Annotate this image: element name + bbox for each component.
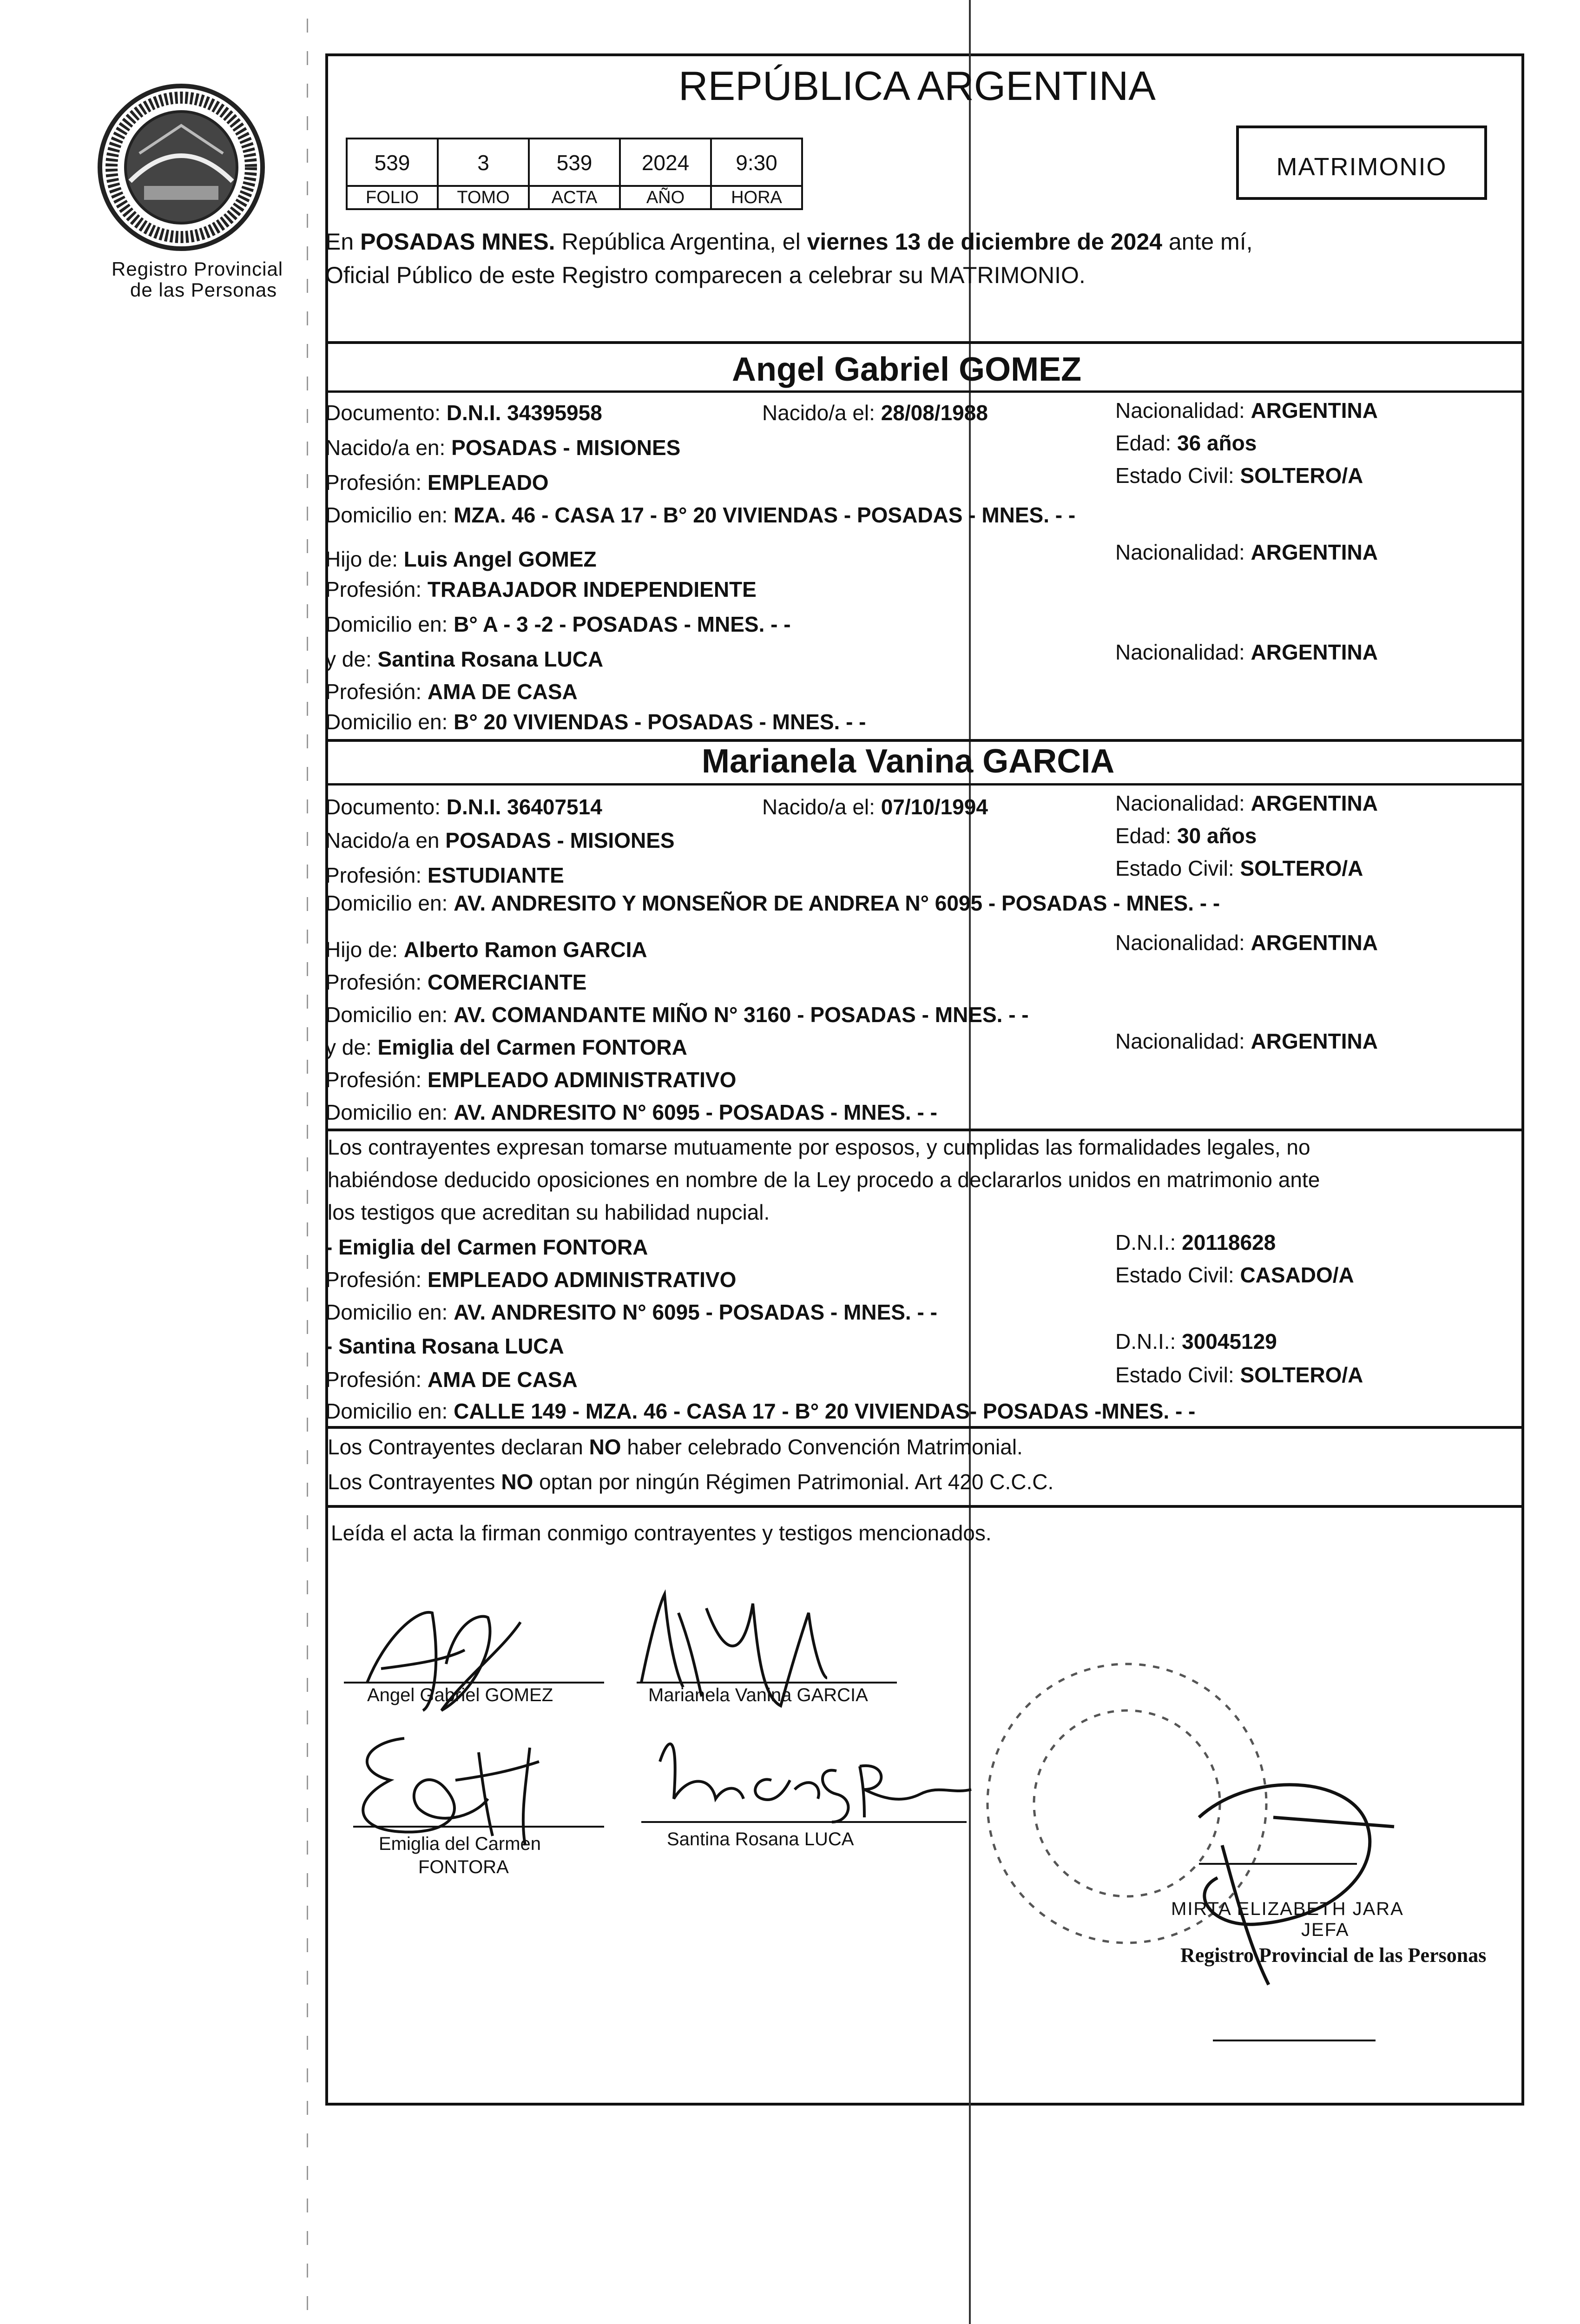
logo-caption-2: de las Personas <box>130 279 277 301</box>
party2-profession: Profesión: ESTUDIANTE <box>325 863 564 887</box>
hour-label: HORA <box>710 185 803 210</box>
party2-father: Hijo de: Alberto Ramon GARCIA <box>325 938 647 962</box>
party1-mother-nationality: Nacionalidad: ARGENTINA <box>1115 640 1378 664</box>
party1-mother-address: Domicilio en: B° 20 VIVIENDAS - POSADAS - MNES. - - <box>325 710 866 734</box>
witness2-profession: Profesión: AMA DE CASA <box>325 1367 578 1392</box>
party2-doc: Documento: D.N.I. 36407514 <box>325 795 602 819</box>
party2-age: Edad: 30 años <box>1115 824 1257 848</box>
party2-mother-profession: Profesión: EMPLEADO ADMINISTRATIVO <box>325 1068 737 1092</box>
party1-father-profession: Profesión: TRABAJADOR INDEPENDIENTE <box>325 577 757 601</box>
declaration-line-1: Los contrayentes expresan tomarse mutuamente por esposos, y cumplidas las formalidades legales, no <box>328 1135 1310 1159</box>
signature-name-witness1-a: Emiglia del Carmen <box>379 1834 541 1854</box>
intro-line-1: En POSADAS MNES. República Argentina, el viernes 13 de diciembre de 2024 ante mí, <box>325 229 1253 255</box>
signature-witness2 <box>660 1744 971 1822</box>
party2-born: Nacido/a el: 07/10/1994 <box>762 795 988 819</box>
signature-witness1 <box>363 1738 539 1845</box>
hour-value: 9:30 <box>710 138 803 187</box>
signature-name-bride: Marianela Vanina GARCIA <box>648 1685 868 1705</box>
party2-father-address: Domicilio en: AV. COMANDANTE MIÑO N° 3160 - POSADAS - MNES. - - <box>325 1003 1029 1027</box>
party1-civil-status: Estado Civil: SOLTERO/A <box>1115 463 1363 488</box>
party1-profession: Profesión: EMPLEADO <box>325 470 549 495</box>
party2-mother: y de: Emiglia del Carmen FONTORA <box>325 1035 687 1059</box>
party2-nationality: Nacionalidad: ARGENTINA <box>1115 791 1378 815</box>
year-value: 2024 <box>619 138 712 187</box>
party1-mother: y de: Santina Rosana LUCA <box>325 647 604 671</box>
tomo-label: TOMO <box>437 185 530 210</box>
party1-born: Nacido/a el: 28/08/1988 <box>762 401 988 425</box>
party1-doc: Documento: D.N.I. 34395958 <box>325 401 602 425</box>
party1-birthplace: Nacido/a en: POSADAS - MISIONES <box>325 436 681 460</box>
party1-name: Angel Gabriel GOMEZ <box>732 351 1082 388</box>
witness1-address: Domicilio en: AV. ANDRESITO N° 6095 - POSADAS - MNES. - - <box>325 1300 937 1324</box>
party2-father-profession: Profesión: COMERCIANTE <box>325 970 587 994</box>
party2-mother-address: Domicilio en: AV. ANDRESITO N° 6095 - POSADAS - MNES. - - <box>325 1100 937 1124</box>
witness1-profession: Profesión: EMPLEADO ADMINISTRATIVO <box>325 1268 737 1292</box>
witness1-dni: D.N.I.: 20118628 <box>1115 1230 1276 1254</box>
official-role: JEFA <box>1301 1920 1350 1940</box>
intro-line-2: Oficial Público de este Registro comparecen a celebrar su MATRIMONIO. <box>325 262 1086 288</box>
act-type-box <box>1236 125 1487 200</box>
act-type-label: MATRIMONIO <box>1276 153 1447 181</box>
witness2-dni: D.N.I.: 30045129 <box>1115 1329 1277 1353</box>
divider <box>325 390 1524 393</box>
party2-name: Marianela Vanina GARCIA <box>702 743 1115 780</box>
party2-civil-status: Estado Civil: SOLTERO/A <box>1115 856 1363 880</box>
convention-line-1: Los Contrayentes declaran NO haber celebrado Convención Matrimonial. <box>328 1435 1023 1459</box>
official-name: MIRTA ELIZABETH JARA <box>1171 1899 1404 1919</box>
convention-line-2: Los Contrayentes NO optan por ningún Régimen Patrimonial. Art 420 C.C.C. <box>328 1470 1054 1494</box>
signature-graphics <box>325 1557 1524 2092</box>
witness2-address: Domicilio en: CALLE 149 - MZA. 46 - CASA 17 - B° 20 VIVIENDAS- POSADAS -MNES. - - <box>325 1399 1196 1423</box>
year-label: AÑO <box>619 185 712 210</box>
acta-label: ACTA <box>528 185 621 210</box>
folio-label: FOLIO <box>346 185 439 210</box>
party2-mother-nationality: Nacionalidad: ARGENTINA <box>1115 1029 1378 1053</box>
party1-mother-profession: Profesión: AMA DE CASA <box>325 680 578 704</box>
signature-name-witness1-b: FONTORA <box>418 1857 509 1877</box>
divider <box>325 1426 1524 1429</box>
margin-line <box>307 19 308 2324</box>
party1-father: Hijo de: Luis Angel GOMEZ <box>325 547 597 571</box>
provincial-seal-icon <box>84 74 279 288</box>
party1-address: Domicilio en: MZA. 46 - CASA 17 - B° 20 VIVIENDAS - POSADAS - MNES. - - <box>325 503 1076 527</box>
divider <box>325 341 1524 344</box>
party1-nationality: Nacionalidad: ARGENTINA <box>1115 398 1378 423</box>
acta-value: 539 <box>528 138 621 187</box>
witness1-civil-status: Estado Civil: CASADO/A <box>1115 1263 1354 1287</box>
party2-birthplace: Nacido/a en POSADAS - MISIONES <box>325 828 675 852</box>
official-org: Registro Provincial de las Personas <box>1180 1944 1487 1967</box>
party1-father-nationality: Nacionalidad: ARGENTINA <box>1115 540 1378 564</box>
registry-logo <box>84 74 283 325</box>
party2-father-nationality: Nacionalidad: ARGENTINA <box>1115 931 1378 955</box>
party1-father-address: Domicilio en: B° A - 3 -2 - POSADAS - MNES. - - <box>325 612 791 636</box>
signature-name-groom: Angel Gabriel GOMEZ <box>367 1685 553 1705</box>
declaration-line-3: los testigos que acreditan su habilidad nupcial. <box>328 1200 770 1224</box>
logo-caption-1: Registro Provincial <box>112 258 283 280</box>
declaration-line-2: habiéndose deducido oposiciones en nombre de la Ley procedo a declararlos unidos en matrimonio ante <box>328 1168 1320 1192</box>
witness1-name: - Emiglia del Carmen FONTORA <box>325 1235 648 1259</box>
official-stamp <box>1171 1899 1524 1967</box>
divider <box>325 783 1524 786</box>
signature-name-witness2: Santina Rosana LUCA <box>667 1829 854 1849</box>
divider <box>325 1129 1524 1131</box>
page-title: REPÚBLICA ARGENTINA <box>678 63 1156 109</box>
divider <box>325 1505 1524 1508</box>
witness2-civil-status: Estado Civil: SOLTERO/A <box>1115 1363 1363 1387</box>
folio-value: 539 <box>346 138 439 187</box>
party1-age: Edad: 36 años <box>1115 431 1257 455</box>
witness2-name: - Santina Rosana LUCA <box>325 1334 564 1358</box>
divider <box>325 739 1524 742</box>
closing-text: Leída el acta la firman conmigo contrayentes y testigos mencionados. <box>331 1521 992 1545</box>
party2-address: Domicilio en: AV. ANDRESITO Y MONSEÑOR DE ANDREA N° 6095 - POSADAS - MNES. - - <box>325 891 1220 915</box>
tomo-value: 3 <box>437 138 530 187</box>
